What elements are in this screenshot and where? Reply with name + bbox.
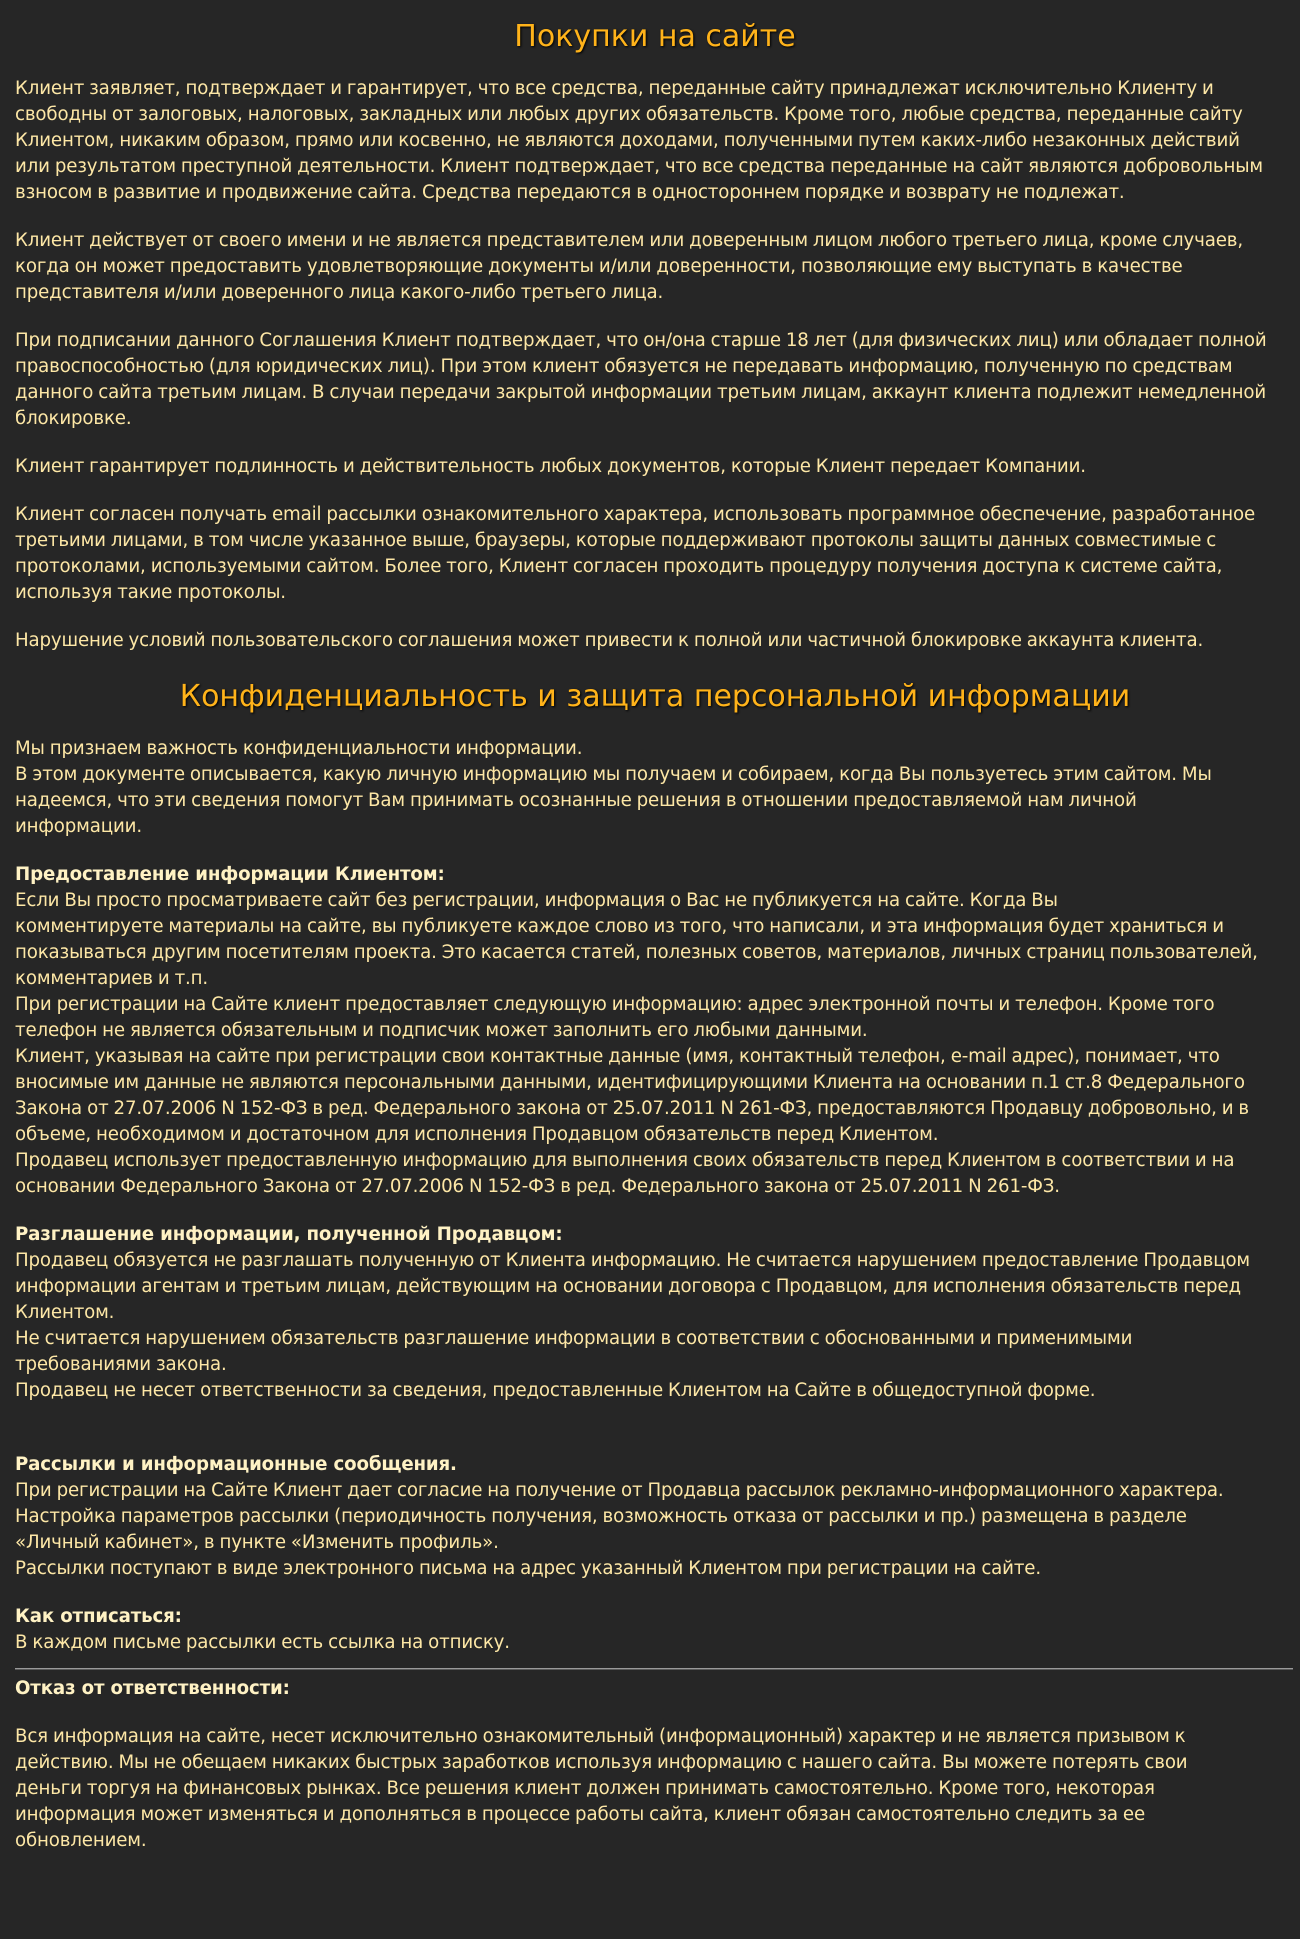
block-heading: Как отписаться: <box>15 1606 182 1627</box>
paragraph <box>15 328 1295 432</box>
paragraph <box>15 628 1295 654</box>
paragraph-line: Продавец не несет ответственности за сведения, предоставленные Клиентом на Сайте в общедоступной форме. <box>15 1380 1096 1401</box>
paragraph-line: Клиент заявляет, подтверждает и гарантирует, что все средства, переданные сайту принадлежат исключительно Клиенту и <box>15 78 1214 99</box>
spacer <box>15 206 1295 228</box>
privacy-section <box>15 736 1295 1656</box>
paragraph-line: протоколами, используемыми сайтом. Более того, Клиент согласен проходить процедуру получения доступа к системе сайта, <box>15 556 1223 577</box>
paragraph-line: Клиент, указывая на сайте при регистрации свои контактные данные (имя, контактный телефон, e-mail адрес), понимает, что <box>15 1046 1220 1067</box>
paragraph-line: действию. Мы не обещаем никаких быстрых заработков используя информацию с нашего сайта. Вы можете потерять свои <box>15 1752 1188 1773</box>
disclaimer-text <box>15 1724 1295 1854</box>
paragraph-line: При регистрации на Сайте Клиент дает согласие на получение от Продавца рассылок рекламно-информационного характера. <box>15 1480 1224 1501</box>
spacer <box>15 840 1295 862</box>
paragraph-line: Продавец использует предоставленную информацию для выполнения своих обязательств перед Клиентом в соответствии и на <box>15 1150 1235 1171</box>
paragraph-line: требованиями закона. <box>15 1354 227 1375</box>
paragraph-line: объеме, необходимом и достаточном для исполнения Продавцом обязательств перед Клиентом. <box>15 1124 939 1145</box>
paragraph <box>15 502 1295 606</box>
paragraph-line: комментариев и т.п. <box>15 968 209 989</box>
paragraph-line: Рассылки поступают в виде электронного письма на адрес указанный Клиентом при регистрации на сайте. <box>15 1558 1041 1579</box>
block-heading: Рассылки и информационные сообщения. <box>15 1454 457 1475</box>
disclaimer-heading: Отказ от ответственности: <box>15 1678 290 1699</box>
paragraph-line: данного сайта третьим лицам. В случаи передачи закрытой информации третьим лицам, аккаунт клиента подлежит немедленной <box>15 382 1266 403</box>
spacer <box>15 1200 1295 1222</box>
privacy-intro <box>15 736 1295 840</box>
document-page <box>15 0 1295 1854</box>
section-title-privacy: Конфиденциальность и защита персональной информации <box>179 679 1131 714</box>
paragraph-line: взносом в развитие и продвижение сайта. Средства передаются в одностороннем порядке и возврату не подлежат. <box>15 182 1125 203</box>
spacer <box>15 1582 1295 1604</box>
paragraph-line: представителя и/или доверенного лица какого-либо третьего лица. <box>15 282 664 303</box>
paragraph-line: Мы признаем важность конфиденциальности информации. <box>15 738 583 759</box>
paragraph-line: Нарушение условий пользовательского соглашения может привести к полной или частичной блокировке аккаунта клиента. <box>15 630 1204 651</box>
block-heading: Предоставление информации Клиентом: <box>15 864 445 885</box>
spacer <box>15 432 1295 454</box>
paragraph-line: Вся информация на сайте, несет исключительно ознакомительный (информационный) характер и не является призывом к <box>15 1726 1186 1747</box>
privacy-block <box>15 1222 1295 1404</box>
privacy-block <box>15 1604 1295 1656</box>
privacy-block <box>15 1452 1295 1582</box>
paragraph-line: показываться другим посетителям проекта. Это касается статей, полезных советов, материалов, личных страниц пользователей, <box>15 942 1258 963</box>
paragraph-line: деньги торгуя на финансовых рынках. Все решения клиент должен принимать самостоятельно. Кроме того, некоторая <box>15 1778 1155 1799</box>
section-divider <box>15 1668 1293 1670</box>
paragraph-line: когда он может предоставить удовлетворяющие документы и/или доверенности, позволяющие ему выступать в качестве <box>15 256 1183 277</box>
spacer <box>15 1702 1295 1724</box>
block-heading: Разглашение информации, полученной Продавцом: <box>15 1224 563 1245</box>
paragraph-line: или результатом преступной деятельности. Клиент подтверждает, что все средства переданные на сайт являются добровольным <box>15 156 1263 177</box>
paragraph-line: Клиент гарантирует подлинность и действительность любых документов, которые Клиент передает Компании. <box>15 456 1086 477</box>
paragraph-line: Если Вы просто просматриваете сайт без регистрации, информация о Вас не публикуется на сайте. Когда Вы <box>15 890 1058 911</box>
paragraph-line: При регистрации на Сайте клиент предоставляет следующую информацию: адрес электронной почты и телефон. Кроме того <box>15 994 1215 1015</box>
paragraph-line: основании Федерального Закона от 27.07.2006 N 152-ФЗ в ред. Федерального закона от 25.07.2011 N 261-ФЗ. <box>15 1176 1060 1197</box>
paragraph <box>15 76 1295 206</box>
paragraph <box>15 454 1295 480</box>
paragraph-line: комментируете материалы на сайте, вы публикуете каждое слово из того, что написали, и эта информация будет храниться и <box>15 916 1224 937</box>
section-title-purchases: Покупки на сайте <box>514 19 796 54</box>
spacer <box>15 606 1295 628</box>
paragraph-line: третьими лицами, в том числе указанное выше, браузеры, которые поддерживают протоколы защиты данных совместимые с <box>15 530 1217 551</box>
paragraph-line: Клиентом, никаким образом, прямо или косвенно, не являются доходами, полученными путем каких-либо незаконных действий <box>15 130 1240 151</box>
paragraph-line: При подписании данного Соглашения Клиент подтверждает, что он/она старше 18 лет (для физических лиц) или обладает полной <box>15 330 1267 351</box>
paragraph-line: свободны от залоговых, налоговых, закладных или любых других обязательств. Кроме того, любые средства, переданные сайту <box>15 104 1243 125</box>
paragraph-line: «Личный кабинет», в пункте «Изменить профиль». <box>15 1532 499 1553</box>
disclaimer-section <box>15 1676 1295 1854</box>
paragraph <box>15 228 1295 306</box>
paragraph-line: Клиент действует от своего имени и не является представителем или доверенным лицом любого третьего лица, кроме случаев, <box>15 230 1243 251</box>
purchases-section <box>15 76 1295 654</box>
paragraph-line: Не считается нарушением обязательств разглашение информации в соответствии с обоснованными и применимыми <box>15 1328 1133 1349</box>
spacer <box>15 480 1295 502</box>
paragraph-line: информации. <box>15 816 142 837</box>
paragraph-line: Настройка параметров рассылки (периодичность получения, возможность отказа от рассылки и пр.) размещена в разделе <box>15 1506 1187 1527</box>
paragraph-line: обновлением. <box>15 1830 147 1851</box>
paragraph-line: Продавец обязуется не разглашать полученную от Клиента информацию. Не считается нарушением предоставление Продавцом <box>15 1250 1250 1271</box>
paragraph-line: правоспособностью (для юридических лиц). При этом клиент обязуется не передавать информацию, полученную по средствам <box>15 356 1233 377</box>
paragraph-line: используя такие протоколы. <box>15 582 286 603</box>
paragraph-line: надеемся, что эти сведения помогут Вам принимать осознанные решения в отношении предоставляемой нам личной <box>15 790 1137 811</box>
paragraph-line: вносимые им данные не являются персональными данными, идентифицирующими Клиента на основании п.1 ст.8 Федерального <box>15 1072 1245 1093</box>
spacer <box>15 306 1295 328</box>
paragraph-line: В каждом письме рассылки есть ссылка на отписку. <box>15 1632 510 1653</box>
paragraph-line: Клиент согласен получать email рассылки ознакомительного характера, использовать программное обеспечение, разработанное <box>15 504 1256 525</box>
paragraph-line: Закона от 27.07.2006 N 152-ФЗ в ред. Федерального закона от 25.07.2011 N 261-ФЗ, предоставляются Продавцу добровольно, и в <box>15 1098 1249 1119</box>
spacer <box>15 1404 1295 1452</box>
paragraph-line: информации агентам и третьим лицам, действующим на основании договора с Продавцом, для исполнения обязательств перед <box>15 1276 1241 1297</box>
paragraph-line: Клиентом. <box>15 1302 115 1323</box>
privacy-block <box>15 862 1295 1200</box>
paragraph-line: В этом документе описывается, какую личную информацию мы получаем и собираем, когда Вы пользуетесь этим сайтом. Мы <box>15 764 1212 785</box>
paragraph-line: блокировке. <box>15 408 132 429</box>
paragraph-line: информация может изменяться и дополняться в процессе работы сайта, клиент обязан самостоятельно следить за ее <box>15 1804 1146 1825</box>
paragraph-line: телефон не является обязательным и подписчик может заполнить его любыми данными. <box>15 1020 868 1041</box>
